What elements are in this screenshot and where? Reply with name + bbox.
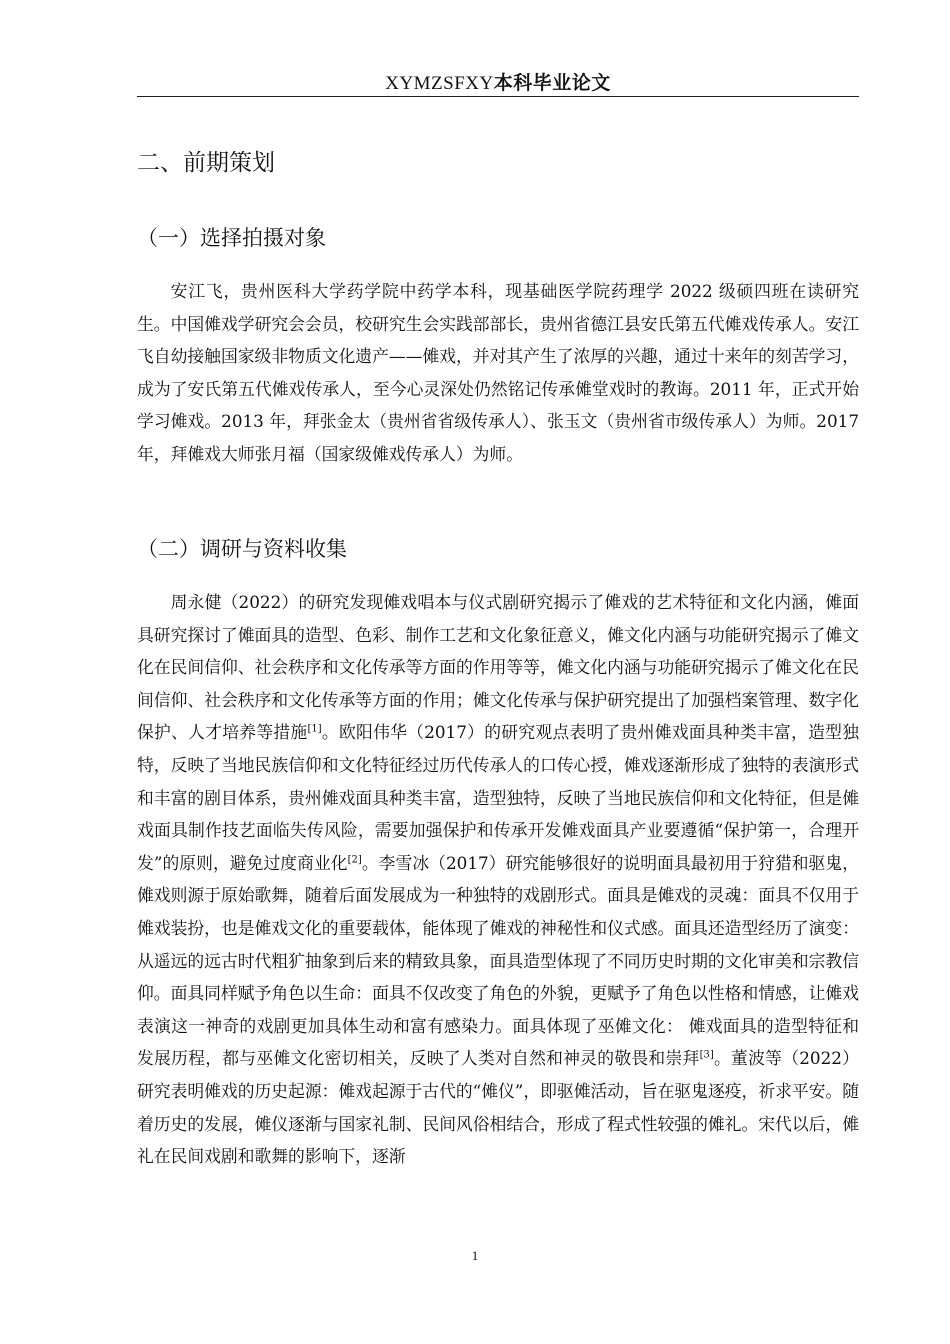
header-label: 本科毕业论文 [493,72,611,94]
paragraph-subject: 安江飞，贵州医科大学药学院中药学本科，现基础医学院药理学 2022 级硕四班在读研究生。中国傩戏学研究会会员，校研究生会实践部部长，贵州省德江县安氏第五代傩戏传承人。安江飞自幼接触国家级非物质文化遗产——傩戏，并对其产生了浓厚的兴趣，通过十来年的刻苦学习，成为了安氏第五代傩戏传承人，至今心灵深处仍然铭记传承傩堂戏时的教诲。2011 年，正式开始学习傩戏。2013 年，拜张金太（贵州省省级传承人）、张玉文（贵州省市级传承人）为师。2017 年，拜傩戏大师张月福（国家级傩戏传承人）为师。 [137,281,859,464]
subsection-title-selection: （一）选择拍摄对象 [137,226,326,250]
citation-3: [3] [699,1049,714,1061]
subsection-title-research: （二）调研与资料收集 [137,537,347,561]
research-text-1: 周永健（2022）的研究发现傩戏唱本与仪式剧研究揭示了傩戏的艺术特征和文化内涵，傩面具研究探讨了傩面具的造型、色彩、制作工艺和文化象征意义，傩文化内涵与功能研究揭示了傩文化在民间信仰、社会秩序和文化传承等方面的作用等等，傩文化内涵与功能研究揭示了傩文化在民间信仰、社会秩序和文化传承等方面的作用；傩文化传承与保护研究提出了加强档案管理、数字化保护、人才培养等措施 [137,592,859,743]
page-number: 1 [471,1248,479,1263]
section-title: 二、前期策划 [137,150,275,176]
citation-1: [1] [307,723,322,735]
running-header [137,70,859,97]
paragraph-research [137,586,859,1173]
research-text-3: 。李雪冰（2017）研究能够很好的说明面具最初用于狩猎和驱鬼，傩戏则源于原始歌舞，随着后面发展成为一种独特的戏剧形式。面具是傩戏的灵魂：面具不仅用于傩戏装扮，也是傩戏文化的重要载体，能体现了傩戏的神秘性和仪式感。面具还造型经历了演变：从遥远的远古时代粗犷抽象到后来的精致具象，面具造型体现了不同历史时期的文化审美和宗教信仰。面具同样赋予角色以生命：面具不仅改变了角色的外貌，更赋予了角色以性格和情感，让傩戏表演这一神奇的戏剧更加具体生动和富有感染力。面具体现了巫傩文化： 傩戏面具的造型特征和发展历程，都与巫傩文化密切相关，反映了人类对自然和神灵的敬畏和崇拜 [137,852,859,1069]
research-text-2: 。欧阳伟华（2017）的研究观点表明了贵州傩戏面具种类丰富，造型独特，反映了当地民族信仰和文化特征经过历代传承人的口传心授，傩戏逐渐形成了独特的表演形式和丰富的剧目体系，贵州傩戏面具种类丰富，造型独特，反映了当地民族信仰和文化特征，但是傩戏面具制作技艺面临失传风险，需要加强保护和传承开发傩戏面具产业要遵循“保护第一，合理开发”的原则，避免过度商业化 [137,722,859,873]
research-text-4: 。董波等（2022）研究表明傩戏的历史起源：傩戏起源于古代的“傩仪”，即驱傩活动，旨在驱鬼逐疫，祈求平安。随着历史的发展，傩仪逐渐与国家礼制、民间风俗相结合，形成了程式性较强的傩礼。宋代以后，傩礼在民间戏剧和歌舞的影响下，逐渐 [137,1048,859,1167]
header-code: XYMZSFXY [385,73,494,94]
header-divider [137,96,859,97]
citation-2: [2] [347,854,362,866]
